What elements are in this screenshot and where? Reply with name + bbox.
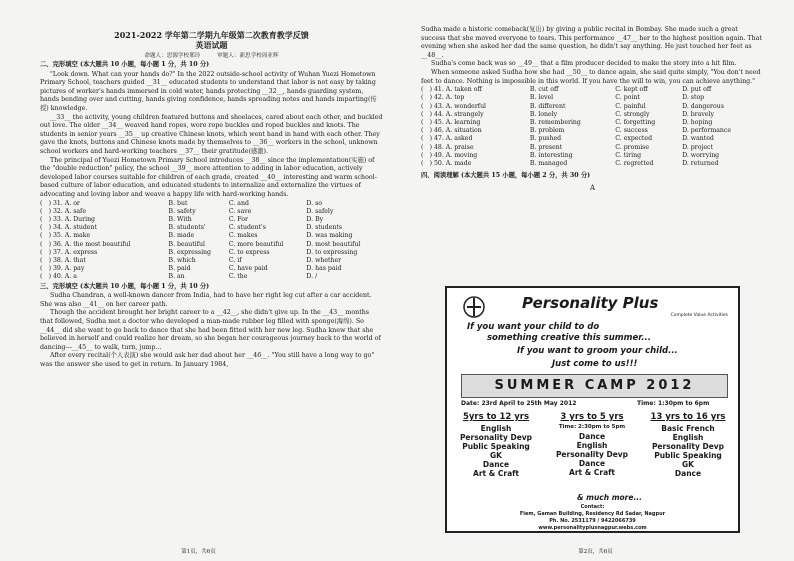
option-choice: C. if: [228, 256, 242, 264]
option-choice: B. beautiful: [168, 240, 206, 248]
poster-phone: Ph. No. 2531179 / 9422066739: [549, 518, 636, 524]
option-choice: D. wanted: [682, 135, 714, 143]
option-row: [40, 216, 383, 224]
question-option-a: ( ) 49. A. moving: [421, 151, 478, 159]
option-row: [421, 94, 764, 102]
option-choice: B. which: [168, 256, 196, 264]
page-footer-left: 第1页，共6页: [181, 549, 216, 555]
passage2-cont-para1: Sudha made a historic comeback(复出) by giving a public recital in Bombay. She made such a great success that she moved everyone to tears. This performance __47__ her to the highest position again. That evening when she asked her dad the same question, he didn't say anything. He just touched her feet as __48__.: [421, 26, 762, 59]
question-option-a: ( ) 41. A. taken off: [421, 86, 482, 94]
option-choice: D. By: [306, 215, 324, 223]
poster-line-2: something creative this summer...: [487, 333, 651, 343]
option-row: [40, 273, 383, 281]
poster-date: Date: 23rd April to 25th May 2012: [461, 400, 577, 407]
course-item: English: [672, 433, 704, 442]
option-choice: B. lonely: [529, 110, 558, 118]
option-row: [40, 224, 383, 232]
question-option-a: ( ) 33. A. During: [40, 215, 96, 223]
age-column-5-12: [451, 412, 541, 478]
option-choice: D. was making: [306, 232, 353, 240]
option-choice: B. paid: [168, 265, 191, 273]
option-choice: C. student's: [228, 224, 266, 232]
passage2-cont-para3: When someone asked Sudha how she had __50__ to dance again, she said quite simply, "You don't need feet to dance. Nothing is impossible in this world. If you have the will to win, you can achieve anything.": [421, 68, 761, 85]
section3-heading: 四、阅读理解 (本大题共 15 小题，每小题 2 分，共 30 分): [421, 172, 591, 180]
option-row: [421, 144, 764, 152]
option-row: [40, 208, 383, 216]
option-choice: B. managed: [529, 159, 568, 167]
option-choice: D. project: [682, 143, 713, 151]
option-choice: D. whether: [306, 256, 342, 264]
column-head: 3 yrs to 5 yrs: [560, 412, 624, 422]
option-choice: B. but: [168, 199, 188, 207]
option-choice: C. forgetting: [615, 118, 656, 126]
question-option-a: ( ) 38. A. that: [40, 256, 86, 264]
question-option-a: ( ) 50. A. made: [421, 159, 472, 167]
question-option-a: ( ) 48. A. praise: [421, 143, 474, 151]
option-row: [421, 86, 764, 94]
option-row: [40, 265, 383, 273]
option-choice: C. and: [228, 199, 249, 207]
course-item: GK: [682, 460, 694, 469]
option-choice: C. the: [228, 273, 248, 281]
question-option-a: ( ) 34. A. student: [40, 224, 97, 232]
course-item: Art & Craft: [473, 469, 519, 478]
course-item: Dance: [482, 460, 510, 469]
passage2-para2: Though the accident brought her bright career to a __42__, she didn't give up. In the __43__ months that followed, Sudha met a doctor who developed a man-made rubber leg filled with sponge(海绵). So __44__ did she want to go back to dance that she had been fitted with her new leg. Sudha knew that she believed in herself and could realize her dream, so she began her courageous journey back to the world of dancing---__45__ to walk, turn, jump...: [40, 309, 381, 351]
question-option-a: ( ) 37. A. express: [40, 248, 98, 256]
option-choice: C. point: [615, 94, 640, 102]
option-choice: C. For: [228, 215, 248, 223]
option-choice: C. kept off: [615, 86, 648, 94]
exam-subject: 英语试题: [195, 40, 228, 50]
poster-banner: SUMMER CAMP 2012: [461, 374, 728, 398]
question-option-a: ( ) 44. A. strangely: [421, 110, 484, 118]
passage2-para1: Sudha Chandran, a well-known dancer from India, had to have her right leg cut after a car accident. She was also __41__ on her career path.: [40, 292, 372, 308]
column-time: Time: 2:30pm to 5pm: [558, 424, 626, 430]
option-row: [421, 119, 764, 127]
poster-more: & much more...: [577, 493, 643, 502]
option-choice: D. dangerous: [682, 102, 724, 110]
option-choice: B. level: [529, 94, 554, 102]
poster-address: Fiem, Gaman Building, Residency Rd Sadar, Nagpur: [519, 511, 666, 517]
course-item: English: [576, 441, 608, 450]
option-choice: C. save: [228, 207, 252, 215]
options-table-1: [40, 200, 383, 282]
exam-title: 2021-2022 学年第二学期九年级第二次教育教学反馈: [114, 30, 309, 40]
poster-line-3: If you want to groom your child...: [517, 346, 678, 356]
option-choice: B. an: [168, 273, 185, 281]
question-option-a: ( ) 42. A. top: [421, 94, 465, 102]
option-choice: C. success: [615, 127, 648, 135]
option-choice: D. bravely: [682, 110, 715, 118]
summer-camp-poster: [445, 286, 740, 533]
option-choice: B. interesting: [529, 151, 573, 159]
option-choice: D. students: [306, 224, 343, 232]
option-choice: C. makes: [228, 232, 258, 240]
option-choice: B. remembering: [529, 118, 581, 126]
poster-line-4: Just come to us!!!: [552, 359, 638, 369]
question-option-a: ( ) 43. A. wonderful: [421, 102, 487, 110]
option-row: [421, 135, 764, 143]
option-choice: C. promise: [615, 143, 650, 151]
column-head: 5yrs to 12 yrs: [462, 412, 530, 422]
option-choice: B. problem: [529, 127, 565, 135]
option-row: [421, 111, 764, 119]
question-option-a: ( ) 36. A. the most beautiful: [40, 240, 131, 248]
course-item: Dance: [674, 469, 702, 478]
option-choice: B. students': [168, 224, 206, 232]
option-choice: C. have paid: [228, 265, 268, 273]
poster-line-1: If you want your child to do: [467, 322, 600, 332]
option-choice: D. has paid: [306, 265, 342, 273]
poster-contact-label: Contact:: [580, 504, 605, 510]
option-choice: B. pushed: [529, 135, 562, 143]
option-choice: B. With: [168, 215, 192, 223]
section2-heading: 三、完形填空 (本大题共 10 小题，每小题 1 分，共 10 分): [40, 282, 210, 290]
option-choice: D. so: [306, 199, 322, 207]
option-row: [421, 103, 764, 111]
poster-time: Time: 1:30pm to 6pm: [637, 400, 710, 407]
question-option-a: ( ) 47. A. asked: [421, 135, 473, 143]
course-item: Dance: [578, 459, 606, 468]
age-column-3-5: [547, 412, 637, 477]
course-item: GK: [490, 451, 502, 460]
question-option-a: ( ) 31. A. or: [40, 199, 80, 207]
course-item: English: [480, 424, 512, 433]
question-option-a: ( ) 46. A. situation: [421, 127, 482, 135]
option-choice: B. expressing: [168, 248, 212, 256]
poster-title: Personality Plus: [522, 294, 659, 312]
option-choice: B. different: [529, 102, 566, 110]
option-choice: C. tiring: [615, 151, 642, 159]
page-footer-right: 第2页，共6页: [578, 549, 613, 555]
option-choice: C. painful: [615, 102, 646, 110]
option-choice: D. safely: [306, 207, 334, 215]
option-choice: D. worrying: [682, 151, 720, 159]
section3-part-label: A: [589, 183, 596, 192]
option-row: [421, 127, 764, 135]
course-item: Public Speaking: [462, 442, 530, 451]
option-choice: C. expected: [615, 135, 653, 143]
option-row: [40, 257, 383, 265]
question-option-a: ( ) 35. A. make: [40, 232, 91, 240]
option-choice: D. performance: [682, 127, 732, 135]
option-choice: D. hoping: [682, 118, 713, 126]
option-choice: B. safety: [168, 207, 196, 215]
column-head: 13 yrs to 16 yrs: [650, 412, 726, 422]
option-row: [40, 232, 383, 240]
option-choice: D. most beautiful: [306, 240, 361, 248]
poster-subtitle: Complete Value Activities: [670, 313, 728, 318]
option-choice: B. made: [168, 232, 195, 240]
course-item: Personality Devp: [459, 433, 533, 442]
passage1-para3: The principal of Yuezi Hometown Primary School introduces __38__ since the implementation(实施) of the "double reduction" policy, the school __39__ more attention to adding in labor education, actively developed labor courses suitable for children of each grade, created __40__ interesting and warm school-based culture of labor education, and educated students to internalize and externalize the virtues of advocating and loving labor and weave a happy life with hard-working hands.: [40, 156, 377, 198]
question-option-a: ( ) 40. A. a: [40, 273, 77, 281]
course-item: Personality Devp: [555, 450, 629, 459]
question-option-a: ( ) 39. A. pay: [40, 265, 85, 273]
option-choice: D. put off: [682, 86, 712, 94]
option-choice: B. present: [529, 143, 563, 151]
option-choice: D. stop: [682, 94, 705, 102]
options-table-2: [421, 86, 764, 168]
course-item: Dance: [578, 432, 606, 441]
passage2-para3: After every recital(个人表演) she would ask her dad about her __46__. "You still have a long way to go" was the answer she used to get in return. In January 1984,: [40, 352, 375, 368]
poster-website: www.personalityplusnagpur.webs.com: [538, 525, 647, 531]
option-choice: D. /: [306, 273, 318, 281]
course-item: Basic French: [661, 424, 715, 433]
section1-heading: 二、完形填空 (本大题共 10 小题，每小题 1 分，共 10 分): [40, 61, 210, 68]
option-choice: D. to expressing: [306, 248, 358, 256]
passage1-para1: "Look down. What can your hands do?" In the 2022 outside-school activity of Wuhan Yuezi Hometown Primary School, teachers guided __31__ educated students to understand that labor is not easy by taking pictures of worker's hands immersed in cold water, hands protecting __32__, hands guarding system, hands bending over and cutting, hands giving confidence, hands spreading notes and hands imparting(传授) knowledge.: [40, 70, 377, 112]
course-item: Public Speaking: [654, 451, 722, 460]
personality-plus-logo-icon: [461, 294, 487, 320]
option-choice: B. cut off: [529, 86, 559, 94]
option-choice: C. more beautiful: [228, 240, 284, 248]
option-choice: D. returned: [682, 159, 719, 167]
option-row: [421, 160, 764, 168]
option-row: [40, 241, 383, 249]
option-row: [40, 249, 383, 257]
age-column-13-16: [643, 412, 733, 478]
option-row: [40, 200, 383, 208]
passage2-cont-para2: Sudha's come back was so __49__ that a film producer decided to make the story into a hit film.: [431, 60, 737, 68]
passage1-para2: __33__ the activity, young children featured buttons and shoelaces, cared about each other, and buckled out love. The older __34__ weaved hand ropes, wore rope buckles and roped buckles and knots. The students in senior years __35__ up creative Chinese knots, which went hand in hand with each other. They gave the knots, buttons and Chinese knots made by themselves to __36__ workers in the school, unknown school workers and hard-working teachers __37__ their gratitude(感激).: [40, 113, 383, 155]
option-choice: C. strongly: [615, 110, 650, 118]
course-item: Art & Craft: [569, 468, 615, 477]
option-choice: C. regretted: [615, 159, 654, 167]
option-row: [421, 152, 764, 160]
course-item: Personality Devp: [651, 442, 725, 451]
exam-authors: 命题人：思源学校邢玲 审题人：新思学校周亚辉: [144, 53, 279, 59]
question-option-a: ( ) 32. A. safe: [40, 207, 87, 215]
option-choice: C. to express: [228, 248, 270, 256]
question-option-a: ( ) 45. A. learning: [421, 118, 481, 126]
